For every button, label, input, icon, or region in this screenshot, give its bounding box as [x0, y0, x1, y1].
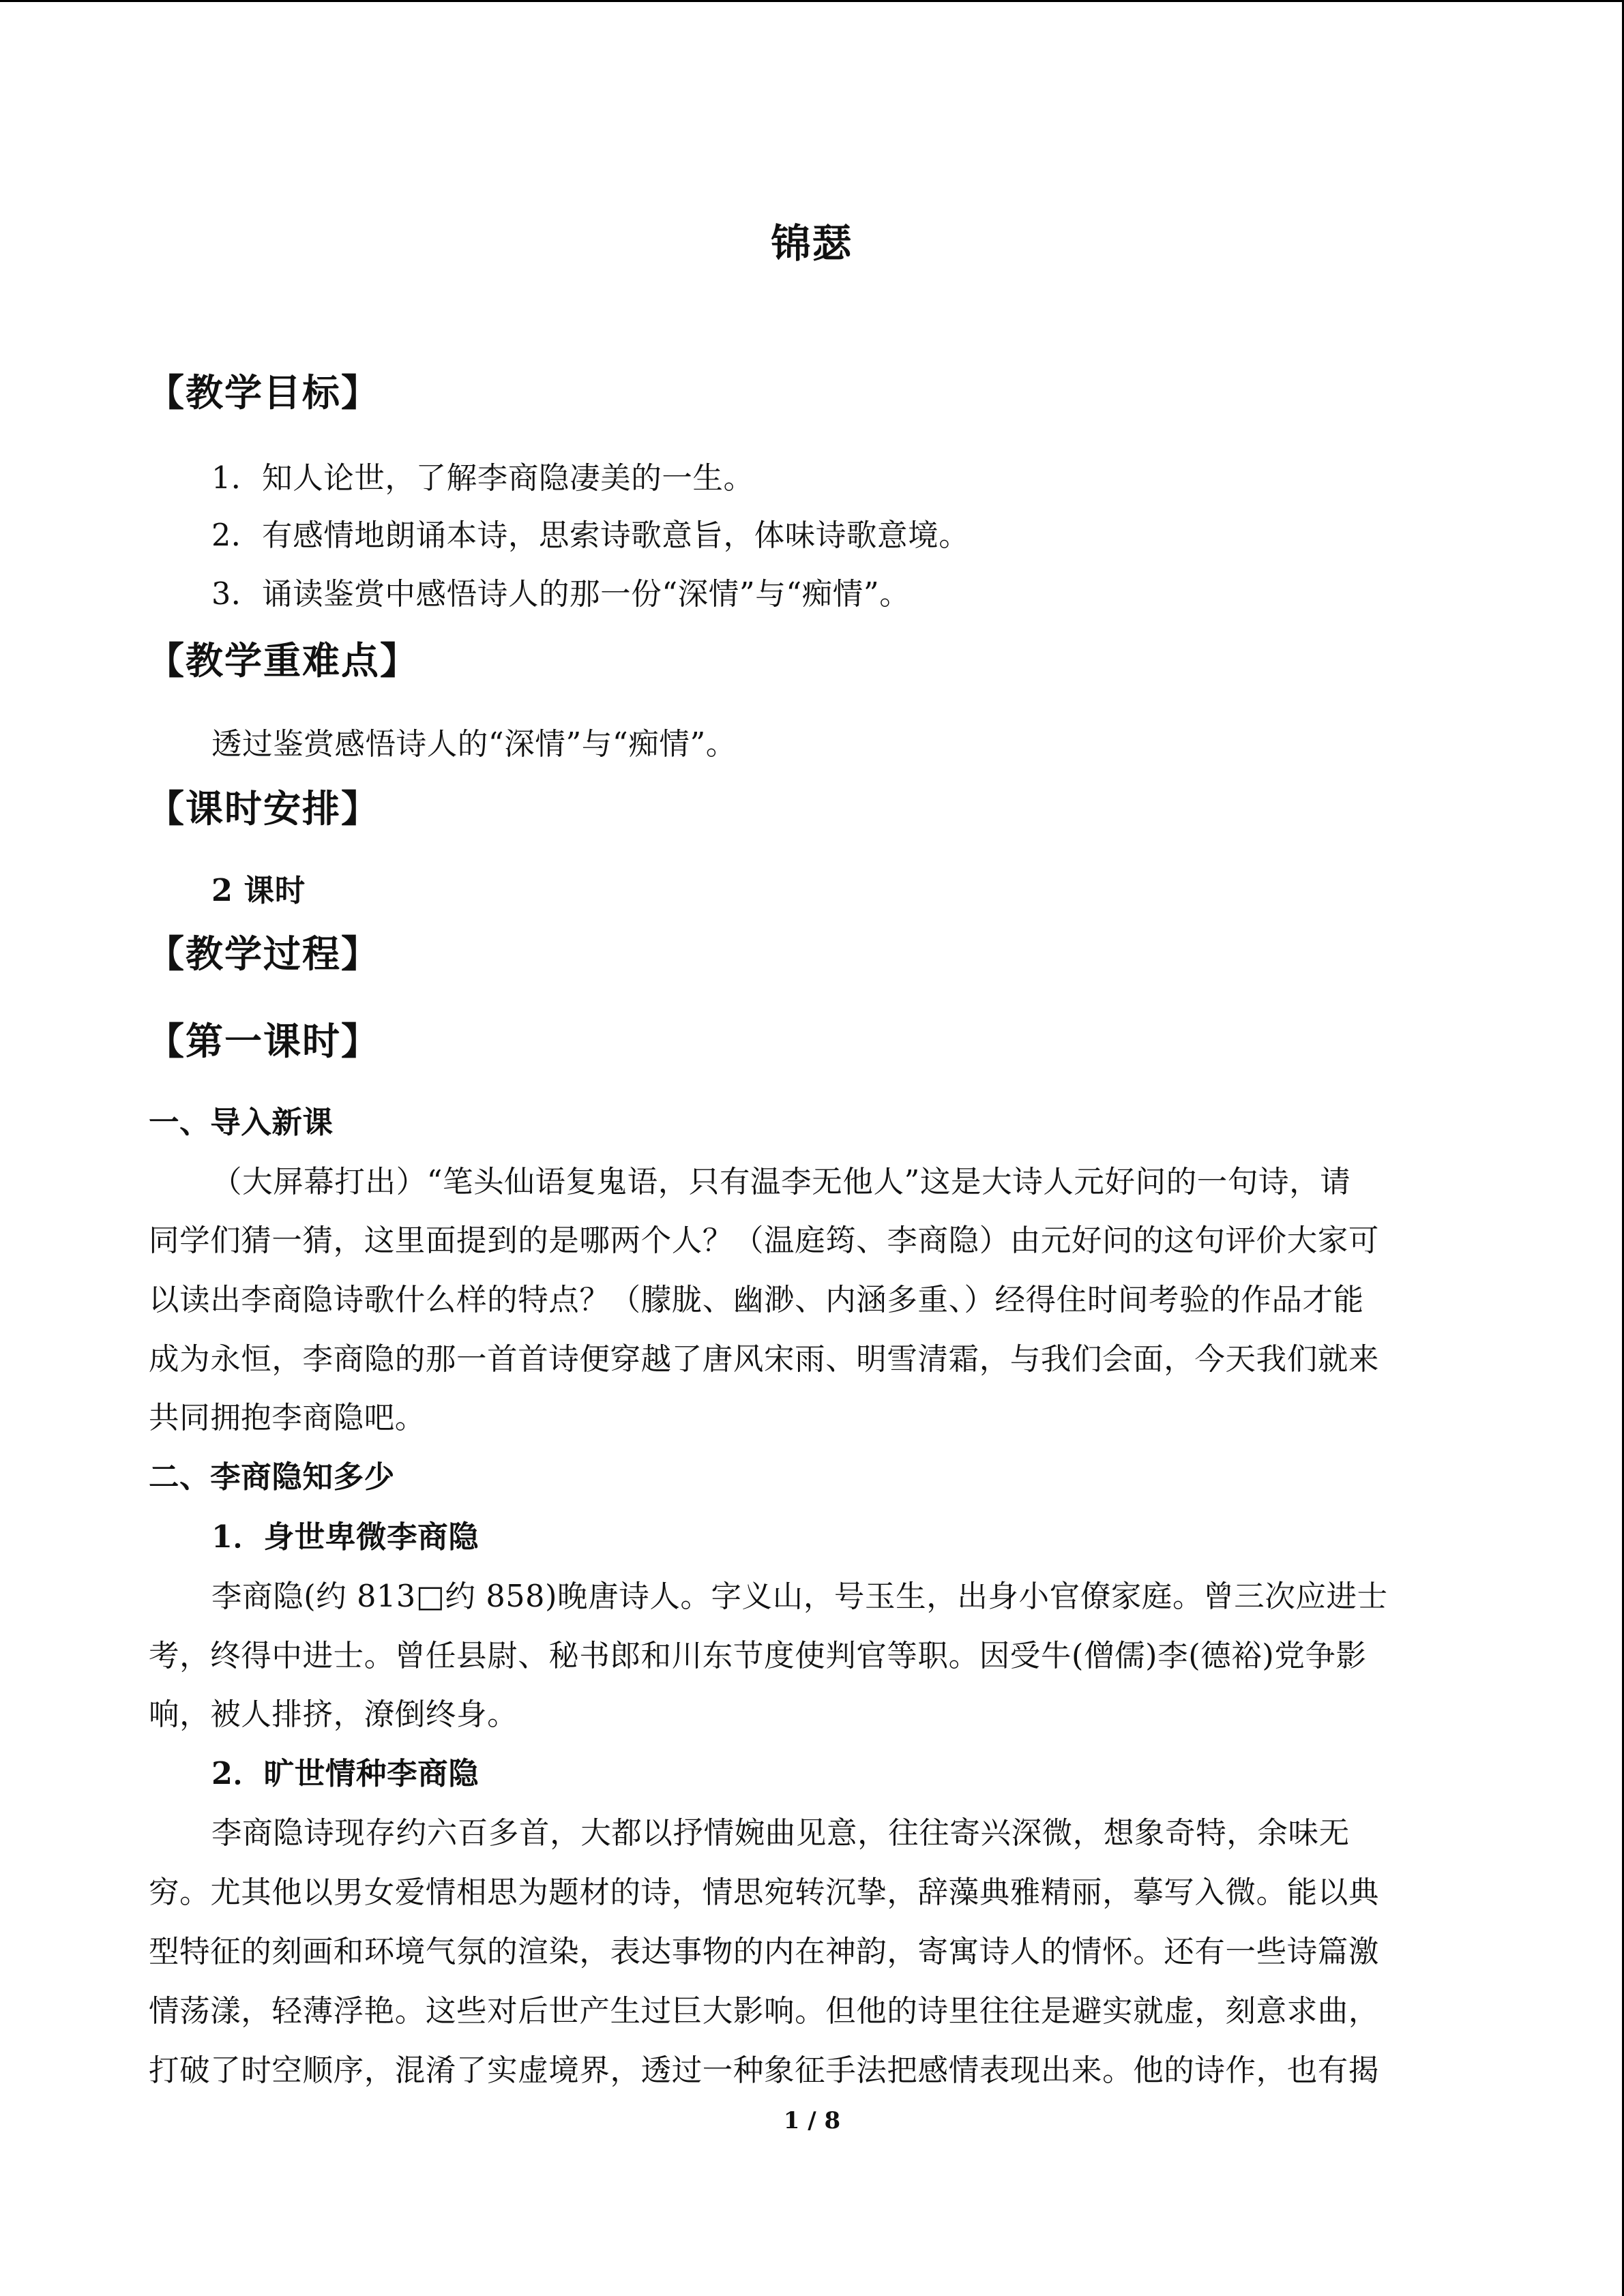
paragraph-line: 考，终得中进士。曾任县尉、秘书郎和川东节度使判官等职。因受牛(僧儒)李(德裕)党争影 — [149, 1639, 1367, 1673]
objective-item: 3．诵读鉴赏中感悟诗人的那一份“深情”与“痴情”。 — [211, 577, 911, 612]
schedule-text: 2 课时 — [211, 873, 306, 908]
paragraph-line: （大屏幕打出）“笔头仙语复鬼语，只有温李无他人”这是大诗人元好问的一句诗，请 — [211, 1165, 1351, 1199]
paragraph-line: 李商隐(约 813□约 858)晚唐诗人。字义山，号玉生，出身小官僚家庭。曾三次应进士 — [211, 1579, 1388, 1614]
paragraph-line: 打破了时空顺序，混淆了实虚境界，透过一种象征手法把感情表现出来。他的诗作，也有揭 — [149, 2053, 1380, 2088]
subheading: 1．身世卑微李商隐 — [211, 1519, 479, 1555]
heading-objectives: 【教学目标】 — [147, 370, 381, 415]
paragraph-line: 以读出李商隐诗歌什么样的特点？（朦胧、幽渺、内涵多重、）经得住时间考验的作品才能 — [149, 1283, 1364, 1317]
paragraph-line: 成为永恒，李商隐的那一首首诗便穿越了唐风宋雨、明雪清霜，与我们会面，今天我们就来 — [149, 1342, 1380, 1377]
part1-heading: 一、导入新课 — [149, 1105, 334, 1140]
key-points-text: 透过鉴赏感悟诗人的“深情”与“痴情”。 — [211, 727, 737, 762]
part2-heading: 二、李商隐知多少 — [149, 1459, 395, 1495]
page-border-top — [0, 0, 1624, 2]
paragraph-line: 李商隐诗现存约六百多首，大都以抒情婉曲见意，往往寄兴深微，想象奇特，余味无 — [211, 1816, 1350, 1851]
paragraph-line: 共同拥抱李商隐吧。 — [149, 1401, 426, 1435]
heading-key-points: 【教学重难点】 — [147, 638, 419, 683]
subheading: 2．旷世情种李商隐 — [211, 1756, 479, 1791]
paragraph-line: 型特征的刻画和环境气氛的渲染，表达事物的内在神韵，寄寓诗人的情怀。还有一些诗篇激 — [149, 1935, 1380, 1969]
paragraph-line: 响，被人排挤，潦倒终身。 — [149, 1697, 518, 1732]
objective-item: 2．有感情地朗诵本诗，思索诗歌意旨，体味诗歌意境。 — [211, 518, 970, 553]
paragraph-line: 情荡漾，轻薄浮艳。这些对后世产生过巨大影响。但他的诗里往往是避实就虚，刻意求曲， — [149, 1994, 1380, 2029]
objective-item: 1．知人论世，了解李商隐凄美的一生。 — [211, 461, 754, 496]
document-title: 锦瑟 — [771, 220, 853, 267]
heading-process: 【教学过程】 — [147, 931, 381, 976]
heading-lesson1: 【第一课时】 — [147, 1019, 381, 1063]
page-number: 1 / 8 — [783, 2107, 841, 2134]
paragraph-line: 同学们猜一猜，这里面提到的是哪两个人？（温庭筠、李商隐）由元好问的这句评价大家可 — [149, 1223, 1380, 1258]
paragraph-line: 穷。尤其他以男女爱情相思为题材的诗，情思宛转沉挚，辞藻典雅精丽，摹写入微。能以典 — [149, 1875, 1380, 1910]
heading-schedule: 【课时安排】 — [147, 786, 381, 831]
